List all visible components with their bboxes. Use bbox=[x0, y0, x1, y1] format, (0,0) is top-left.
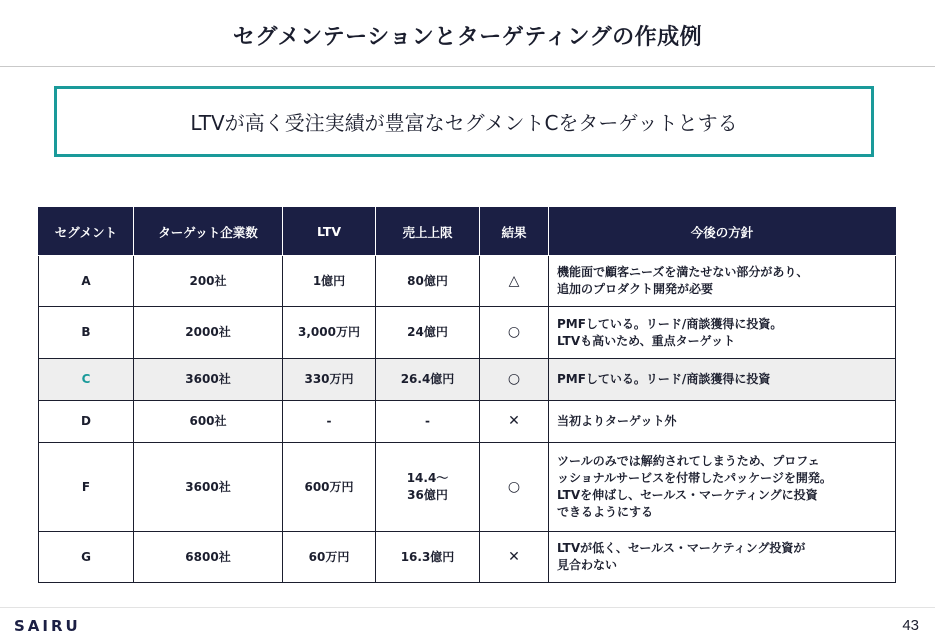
policy-line: 機能面で顧客ニーズを満たせない部分があり、 bbox=[557, 265, 809, 279]
result-cell: ○ bbox=[480, 359, 549, 401]
companies-cell: 3600社 bbox=[134, 359, 283, 401]
revenue-cap-line: 36億円 bbox=[407, 488, 448, 502]
header-segment: セグメント bbox=[39, 208, 134, 256]
table-row bbox=[39, 401, 896, 443]
policy-line: LTVを伸ばし、セールス・マーケティングに投資 bbox=[557, 488, 818, 502]
segment-cell: F bbox=[39, 443, 134, 532]
segment-cell: B bbox=[39, 307, 134, 359]
header-target-companies: ターゲット企業数 bbox=[134, 208, 283, 256]
revenue-cap-cell: 24億円 bbox=[376, 307, 480, 359]
revenue-cap-cell: - bbox=[376, 401, 480, 443]
companies-cell: 3600社 bbox=[134, 443, 283, 532]
policy-line: 当初よりターゲット外 bbox=[557, 414, 677, 428]
revenue-cap-cell: 16.3億円 bbox=[376, 532, 480, 583]
policy-cell bbox=[549, 401, 896, 443]
ltv-cell: 1億円 bbox=[283, 256, 376, 307]
ltv-cell: 60万円 bbox=[283, 532, 376, 583]
revenue-cap-cell bbox=[376, 443, 480, 532]
table-row bbox=[39, 532, 896, 583]
table-row bbox=[39, 256, 896, 307]
policy-cell bbox=[549, 307, 896, 359]
table-row bbox=[39, 307, 896, 359]
table-row bbox=[39, 443, 896, 532]
companies-cell: 200社 bbox=[134, 256, 283, 307]
policy-line: できるようにする bbox=[557, 505, 654, 519]
companies-cell: 6800社 bbox=[134, 532, 283, 583]
header-policy: 今後の方針 bbox=[549, 208, 896, 256]
page-number: 43 bbox=[902, 617, 919, 634]
result-cell: ✕ bbox=[480, 532, 549, 583]
policy-line: PMFしている。リード/商談獲得に投資。 bbox=[557, 316, 783, 331]
policy-line: ツールのみでは解約されてしまうため、プロフェ bbox=[557, 454, 820, 468]
ltv-cell: 330万円 bbox=[283, 359, 376, 401]
policy-cell bbox=[549, 256, 896, 307]
revenue-cap-cell: 26.4億円 bbox=[376, 359, 480, 401]
title-divider bbox=[0, 66, 935, 67]
ltv-cell: - bbox=[283, 401, 376, 443]
companies-cell: 600社 bbox=[134, 401, 283, 443]
revenue-cap-line: 14.4〜 bbox=[406, 471, 449, 485]
segment-table bbox=[38, 207, 896, 583]
key-message-box bbox=[54, 86, 874, 157]
segment-cell: D bbox=[39, 401, 134, 443]
revenue-cap-cell: 80億円 bbox=[376, 256, 480, 307]
ltv-cell: 600万円 bbox=[283, 443, 376, 532]
policy-line: LTVが低く、セールス・マーケティング投資が bbox=[557, 541, 806, 555]
segment-cell: G bbox=[39, 532, 134, 583]
table-row-highlighted bbox=[39, 359, 896, 401]
footer-divider bbox=[0, 607, 935, 608]
segment-cell: C bbox=[39, 359, 134, 401]
policy-line: 見合わない bbox=[557, 558, 618, 572]
sairu-logo: SAIRU bbox=[14, 617, 81, 635]
result-cell: ○ bbox=[480, 443, 549, 532]
policy-cell bbox=[549, 443, 896, 532]
table-header-row bbox=[39, 208, 896, 256]
ltv-cell: 3,000万円 bbox=[283, 307, 376, 359]
segment-cell: A bbox=[39, 256, 134, 307]
policy-line: LTVも高いため、重点ターゲット bbox=[557, 333, 736, 348]
result-cell: ○ bbox=[480, 307, 549, 359]
policy-cell bbox=[549, 359, 896, 401]
policy-line: ッショナルサービスを付帯したパッケージを開発。 bbox=[557, 471, 832, 485]
header-result: 結果 bbox=[480, 208, 549, 256]
header-ltv: LTV bbox=[283, 208, 376, 256]
policy-line: 追加のプロダクト開発が必要 bbox=[557, 282, 714, 296]
slide-title: セグメンテーションとターゲティングの作成例 bbox=[232, 25, 703, 50]
result-cell: △ bbox=[480, 256, 549, 307]
key-message-text: LTVが高く受注実績が豊富なセグメントCをターゲットとする bbox=[190, 111, 738, 135]
companies-cell: 2000社 bbox=[134, 307, 283, 359]
result-cell: ✕ bbox=[480, 401, 549, 443]
header-revenue-cap: 売上上限 bbox=[376, 208, 480, 256]
policy-cell bbox=[549, 532, 896, 583]
policy-line: PMFしている。リード/商談獲得に投資 bbox=[557, 372, 771, 386]
